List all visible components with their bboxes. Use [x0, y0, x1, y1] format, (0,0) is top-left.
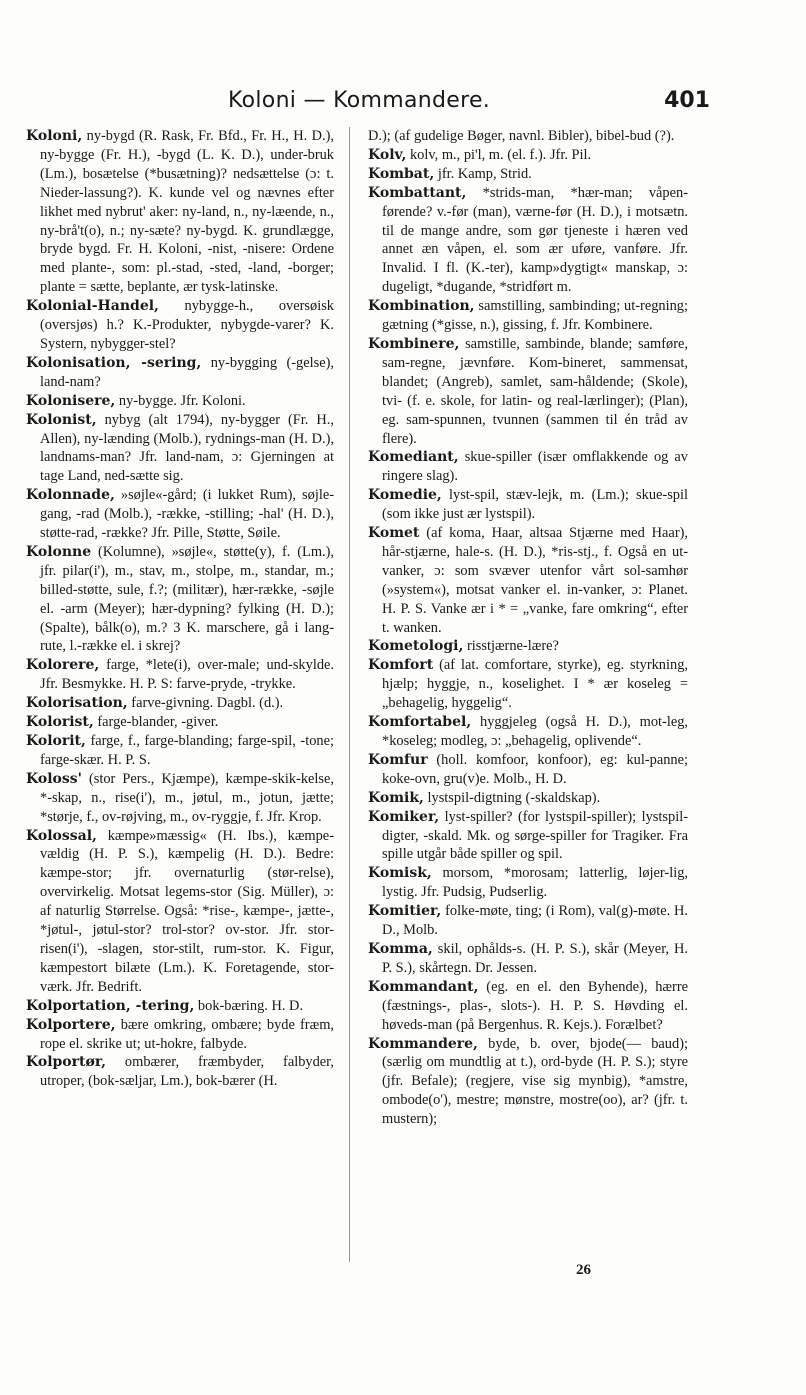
entry-headword: Koloss' — [26, 770, 82, 787]
entry-definition: »søjle«-gård; (i lukket Rum), søjle-gang, -rad (Molb.), -række, -stilling; -hal' (H. D.), støtte-rad, -række? Jfr. Pille, Støtte, Søile. — [40, 487, 334, 542]
entry-definition: lyst-spiller? (for lystspil-spiller); lystspil-digter, -skald. Mk. og sørge-spiller for Tragiker. Fra spille utgår både spiller og spil. — [382, 808, 688, 863]
dictionary-entry — [368, 184, 688, 297]
entry-definition: kæmpe»mæssig« (H. Ibs.), kæmpe-vældig (H. P. S.), kæmpelig (H. D.). Bedre: kæmpe-stor; jfr. overnaturlig (stør-relse), overvirkelig. Motsat legems-stor (Sig. Müller), ɔ: af naturlig Størrelse. Også: *rise-, kæmpe-, jætte-, *jøtul-, jøtul-stor? trol-stor? ov-stor. Jfr. stor-risen(i'), -slagen, stor-stilt, rum-stor. K. Figur, kæmpestort bilæte (Lm.). K. Foretagende, stor-værk. Jfr. Bedrift. — [40, 827, 334, 995]
entry-headword: Kolportation, -tering, — [26, 997, 195, 1014]
entry-headword: Kommandere, — [368, 1035, 478, 1052]
dictionary-entry — [368, 297, 688, 335]
entry-definition: jfr. Kamp, Strid. — [434, 165, 532, 182]
dictionary-entry — [368, 146, 688, 165]
dictionary-entry — [368, 864, 688, 902]
dictionary-entry — [26, 770, 334, 827]
entry-definition: farve-givning. Dagbl. (d.). — [127, 695, 284, 712]
entry-headword: Kombination, — [368, 298, 475, 315]
dictionary-entry — [26, 997, 334, 1016]
entry-headword: Komfur — [368, 751, 428, 768]
entry-definition: morsom, *morosam; latterlig, løjer-lig, lystig. Jfr. Pudsig, Pudserlig. — [382, 865, 688, 901]
entry-definition: (Kolumne), »søjle«, støtte(y), f. (Lm.), jfr. pilar(i'), m., stav, m., stolpe, m., standar, m.; billed-støtte, sule, f.?; (militær), hær-række, -søjle el. -arm (Meyer); hær-dypning? fylking (H. D.); (Spalte), bålk(o), m.? 3 K. marschere, gå i lang-rute, l.-række el. i skrej? — [40, 543, 334, 655]
dictionary-entry — [368, 524, 688, 637]
entry-definition: farge, *lete(i), over-male; und-skylde. Jfr. Besmykke. H. P. S: farve-pryde, -trykke. — [40, 657, 334, 693]
dictionary-entry — [26, 1053, 334, 1091]
entry-headword: Kolorere, — [26, 657, 100, 674]
dictionary-entry — [368, 1035, 688, 1130]
dictionary-entry — [368, 448, 688, 486]
entry-headword: Komfortabel, — [368, 714, 472, 731]
right-column — [368, 127, 688, 1129]
entry-headword: Kolonisation, -sering, — [26, 354, 202, 371]
entry-headword: Kolportere, — [26, 1016, 116, 1033]
entry-definition: samstille, sambinde, blande; samføre, sam-regne, jævnføre. Kom-bineret, sammensat, blandet; (Angreb), samlet, sam-håldende; (Skole), tvi- (f. e. skole, for latin- og real-lærlinger); (Plan), eg. sam-spunnen, tvunnen (sammen til én tråd av flere). — [382, 335, 688, 447]
entry-definition: ny-bygge. Jfr. Koloni. — [115, 392, 246, 409]
dictionary-entry — [26, 392, 334, 411]
entry-headword: Kombinere, — [368, 335, 460, 352]
entry-definition: *strids-man, *hær-man; våpen-førende? v.-før (man), værne-før (H. D.), i motsætn. til de mange andre, som gør tjeneste i hæren ved annet æn våpen, el. som ær uføre, vanføre. Jfr. Invalid. I fl. (K.-ter), kamp»dygtigt« manskap, ɔ: dugeligt, *dugande, *stridført m. — [382, 184, 688, 296]
page-number: 401 — [664, 88, 710, 113]
entry-definition: bære omkring, ombære; byde fræm, rope el. skrike ut; ut-hokre, falbyde. — [40, 1016, 334, 1052]
entry-headword: Kolorist, — [26, 714, 94, 731]
entry-headword: Komisk, — [368, 865, 432, 882]
entry-headword: Kombattant, — [368, 184, 467, 201]
entry-headword: Kolonnade, — [26, 487, 115, 504]
entry-definition: samstilling, sambinding; ut-regning; gætning (*gisse, n.), gissing, f. Jfr. Kombinere. — [382, 298, 688, 334]
entry-headword: Kolonist, — [26, 411, 97, 428]
entry-headword: Kolonial-Handel, — [26, 298, 159, 315]
entry-headword: Komfort — [368, 657, 434, 674]
entry-headword: Kolonisere, — [26, 392, 116, 409]
page-header — [20, 88, 710, 118]
dictionary-entry — [26, 411, 334, 487]
entry-definition: farge, f., farge-blanding; farge-spil, -tone; farge-skær. H. P. S. — [40, 733, 334, 768]
entry-headword: Kolossal, — [26, 827, 97, 844]
entry-headword: Kommandant, — [368, 978, 479, 995]
entry-definition: (holl. komfoor, konfoor), eg: kul-panne; koke-ovn, gru(v)e. Molb., H. D. — [382, 751, 688, 787]
entry-definition: (af lat. comfortare, styrke), eg. styrkning, hjælp; hyggje, n., koselighet. I * ær koseleg = „behagelig, hyggelig“. — [382, 657, 688, 712]
entry-definition: ombærer, fræmbyder, falbyder, utroper, (bok-sæljar, Lm.), bok-bærer (H. — [40, 1054, 334, 1090]
dictionary-entry — [368, 165, 688, 184]
entry-headword: Komik, — [368, 789, 424, 806]
entry-definition: hyggjeleg (også H. D.), mot-leg, *koseleg; modleg, ɔ: „behagelig, oplivende“. — [382, 714, 688, 749]
column-divider — [349, 127, 350, 1262]
dictionary-entry — [26, 656, 334, 694]
entry-headword: Koloni, — [26, 128, 83, 144]
dictionary-entry — [368, 789, 688, 808]
dictionary-entry — [26, 694, 334, 713]
entry-definition: kolv, m., pi'l, m. (el. f.). Jfr. Pil. — [406, 146, 592, 163]
dictionary-entry — [368, 656, 688, 713]
entry-headword: Kolonne — [26, 543, 92, 560]
entry-headword: Komitier, — [368, 903, 442, 920]
dictionary-entry — [26, 127, 334, 297]
dictionary-entry — [368, 486, 688, 524]
entry-definition: D.); (af gudelige Bøger, navnl. Bibler), bibel-bud (?). — [368, 128, 675, 144]
dictionary-entry — [26, 713, 334, 732]
entry-definition: lyst-spil, stæv-lejk, m. (Lm.); skue-spil (som ikke just ær lystspil). — [382, 487, 688, 523]
entry-definition: folke-møte, ting; (i Rom), val(g)-møte. H. D., Molb. — [382, 903, 688, 939]
dictionary-entry — [368, 713, 688, 751]
signature-mark: 26 — [576, 1262, 591, 1278]
entry-definition: skil, ophålds-s. (H. P. S.), skår (Meyer, H. P. S.), skårtegn. Dr. Jessen. — [382, 940, 688, 976]
entry-definition: (af koma, Haar, altsaa Stjærne med Haar), hår-stjærne, hale-s. (H. D.), *ris-stj., f. Også en ut-vanker, ɔ: som svæver utenfor vårt sol-samhør (»system«), motsat vanker el. in-vanker, ɔ: Planet. H. P. S. Vanke ær i * = „vanke, fare omkring“, efter t. wanken. — [382, 525, 688, 636]
entry-definition: (stor Pers., Kjæmpe), kæmpe-skik-kelse, *-skap, n., rise(i'), m., jøtul, m., jotun, jætte; *størje, f., ov-røjving, m., ov-ryggje, f. Jfr. Krop. — [40, 770, 334, 825]
dictionary-entry — [368, 940, 688, 978]
entry-headword: Kolv, — [368, 146, 407, 163]
entry-definition: (eg. en el. den Byhende), hærre (fæstnings-, plas-, slots-). H. P. S. Høvding el. høveds-man (på Bergenhus. R. Kejs.). Forælbet? — [382, 978, 688, 1033]
entry-definition: skue-spiller (især omflakkende og av ringere slag). — [382, 449, 688, 485]
entry-definition: farge-blander, -giver. — [93, 714, 219, 731]
dictionary-entry — [26, 827, 334, 997]
entry-definition: ny-bygd (R. Rask, Fr. Bfd., Fr. H., H. D.), ny-bygge (Fr. H.), -bygd (L. K. D.), under-bruk (Lm.), bosætelse (*busætning)? nedsættelse (ɔ: t. Nieder-lassung?). K. kunde vel og nævnes efter likhet med nybrut' aker: ny-land, n., ny-læende, n., ny-brå't(o), n.; ny-sæte? ny-bygd. K. grundlægge, bryde bygd. Fr. H. Koloni, -nist, -nisere: Ordene med plante-, som: pl.-stad, -sted, -land, -borger; plante = sætte, beplante, ær tysk-latinske. — [40, 128, 334, 296]
entry-headword: Komma, — [368, 940, 433, 957]
dictionary-entry — [368, 637, 688, 656]
entry-definition: ny-bygging (-gelse), land-nam? — [40, 354, 334, 390]
entry-definition: lystspil-digtning (-skaldskap). — [423, 789, 601, 806]
entry-headword: Kometologi, — [368, 638, 464, 655]
left-column — [26, 127, 334, 1091]
entry-headword: Komediant, — [368, 449, 459, 466]
entry-definition: nybyg (alt 1794), ny-bygger (Fr. H., Allen), ny-lænding (Molb.), rydnings-man (H. D.), landnams-man? Jfr. land-nam, ɔ: Gjerningen at tage Land, ned-sætte sig. — [40, 411, 334, 485]
dictionary-entry — [26, 1016, 334, 1054]
dictionary-entry — [26, 732, 334, 770]
running-head: Koloni — Kommandere. — [228, 88, 491, 113]
entry-headword: Kombat, — [368, 165, 435, 182]
entry-definition: nybygge-h., oversøisk (oversjøs) h.? K.-Produkter, nybygde-varer? K. Systern, nybygger-stel? — [40, 298, 334, 352]
dictionary-entry — [368, 902, 688, 940]
dictionary-entry — [368, 751, 688, 789]
dictionary-entry — [26, 486, 334, 543]
entry-headword: Komiker, — [368, 808, 440, 825]
entry-headword: Kolorisation, — [26, 695, 128, 712]
dictionary-entry — [368, 335, 688, 448]
entry-headword: Komet — [368, 525, 420, 542]
dictionary-entry — [368, 127, 688, 146]
dictionary-entry — [368, 978, 688, 1035]
entry-definition: byde, b. over, bjode(— baud); (særlig om mundtlig at t.), ord-byde (H. P. S.); styre (jfr. Befale); (regjere, vise sig mynbig), *amstre, ombode(o'), mestre; mønstre, mostre(oo), ar? (jfr. t. mustern); — [382, 1035, 688, 1128]
entry-definition: bok-bæring. H. D. — [194, 997, 304, 1014]
dictionary-entry — [26, 354, 334, 392]
entry-headword: Kolportør, — [26, 1054, 107, 1071]
dictionary-entry — [368, 808, 688, 865]
dictionary-entry — [26, 543, 334, 656]
entry-headword: Komedie, — [368, 487, 442, 504]
entry-headword: Kolorit, — [26, 733, 86, 749]
dictionary-entry — [26, 297, 334, 354]
entry-definition: risstjærne-lære? — [463, 638, 559, 655]
